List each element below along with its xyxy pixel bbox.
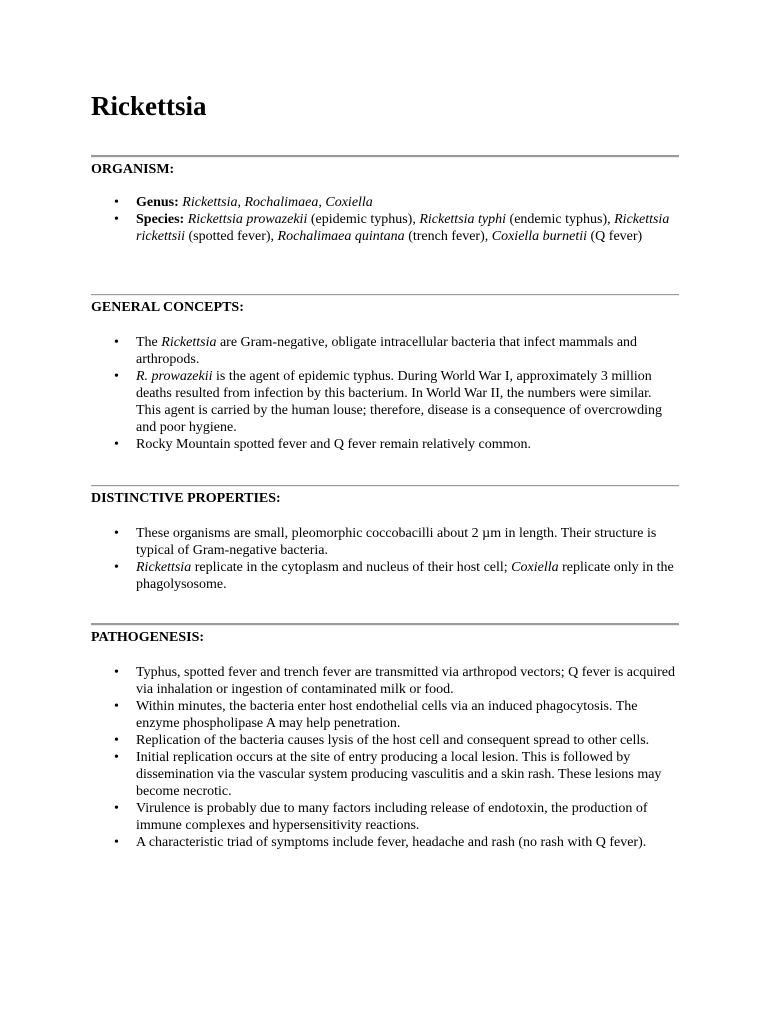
- section-divider: [91, 623, 679, 626]
- bullet-icon: •: [114, 335, 119, 350]
- list-item-genus: • Genus: Rickettsia, Rochalimaea, Coxiella: [114, 195, 373, 210]
- list-item: • Virulence is probably due to many factors including release of endotoxin, the production of immune complexes and hypersensitivity reactions.: [114, 801, 648, 833]
- page-title: Rickettsia: [91, 91, 207, 121]
- list-item: • Initial replication occurs at the site of entry producing a local lesion. This is followed by dissemination via the vascular system producing vasculitis and a skin rash. These lesions may become necrotic.: [114, 750, 662, 799]
- bullet-icon: •: [114, 437, 119, 452]
- list-item: • Within minutes, the bacteria enter host endothelial cells via an induced phagocytosis. The enzyme phospholipase A may help penetration.: [114, 699, 638, 731]
- bullet-icon: •: [114, 560, 119, 575]
- list-item: • R. prowazekii is the agent of epidemic typhus. During World War I, approximately 3 million deaths resulted from infection by this bacterium. In World War II, the numbers were similar. This agent is carried by the human louse; therefore, disease is a consequence of overcrowding and poor hygiene.: [114, 369, 662, 435]
- bullet-icon: •: [114, 699, 119, 714]
- list-item: • The Rickettsia are Gram-negative, obligate intracellular bacteria that infect mammals and arthropods.: [114, 335, 638, 367]
- bullet-icon: •: [114, 665, 119, 680]
- list-item: • A characteristic triad of symptoms include fever, headache and rash (no rash with Q fever).: [114, 835, 647, 850]
- list-item: • Rocky Mountain spotted fever and Q fever remain relatively common.: [114, 437, 531, 452]
- organism-list: [91, 194, 679, 245]
- general-concepts-list: [91, 334, 679, 453]
- bullet-icon: •: [114, 750, 119, 765]
- list-item-species: • Species: Rickettsia prowazekii (epidemic typhus), Rickettsia typhi (endemic typhus), Rickettsia rickettsii (spotted fever), Rochalimaea quintana (trench fever), Coxiella burnetii (Q fever): [114, 212, 670, 244]
- pathogenesis-list: [91, 664, 679, 851]
- section-heading-distinctive-properties: DISTINCTIVE PROPERTIES:: [91, 491, 281, 506]
- bullet-icon: •: [114, 212, 119, 227]
- distinctive-properties-list: [91, 525, 679, 593]
- section-divider: [91, 485, 679, 487]
- bullet-icon: •: [114, 369, 119, 384]
- section-heading-organism: ORGANISM:: [91, 162, 175, 177]
- bullet-icon: •: [114, 801, 119, 816]
- bullet-icon: •: [114, 526, 119, 541]
- section-heading-general-concepts: GENERAL CONCEPTS:: [91, 300, 244, 315]
- bullet-icon: •: [114, 195, 119, 210]
- bullet-icon: •: [114, 733, 119, 748]
- list-item: • Rickettsia replicate in the cytoplasm and nucleus of their host cell; Coxiella replicate only in the phagolysosome.: [114, 560, 674, 592]
- bullet-icon: •: [114, 835, 119, 850]
- section-divider: [91, 294, 679, 296]
- list-item: • These organisms are small, pleomorphic coccobacilli about 2 µm in length. Their structure is typical of Gram-negative bacteria.: [114, 526, 657, 558]
- list-item: • Typhus, spotted fever and trench fever are transmitted via arthropod vectors; Q fever is acquired via inhalation or ingestion of contaminated milk or food.: [114, 665, 675, 697]
- section-heading-pathogenesis: PATHOGENESIS:: [91, 630, 205, 645]
- list-item: • Replication of the bacteria causes lysis of the host cell and consequent spread to other cells.: [114, 733, 650, 748]
- section-divider: [91, 155, 679, 158]
